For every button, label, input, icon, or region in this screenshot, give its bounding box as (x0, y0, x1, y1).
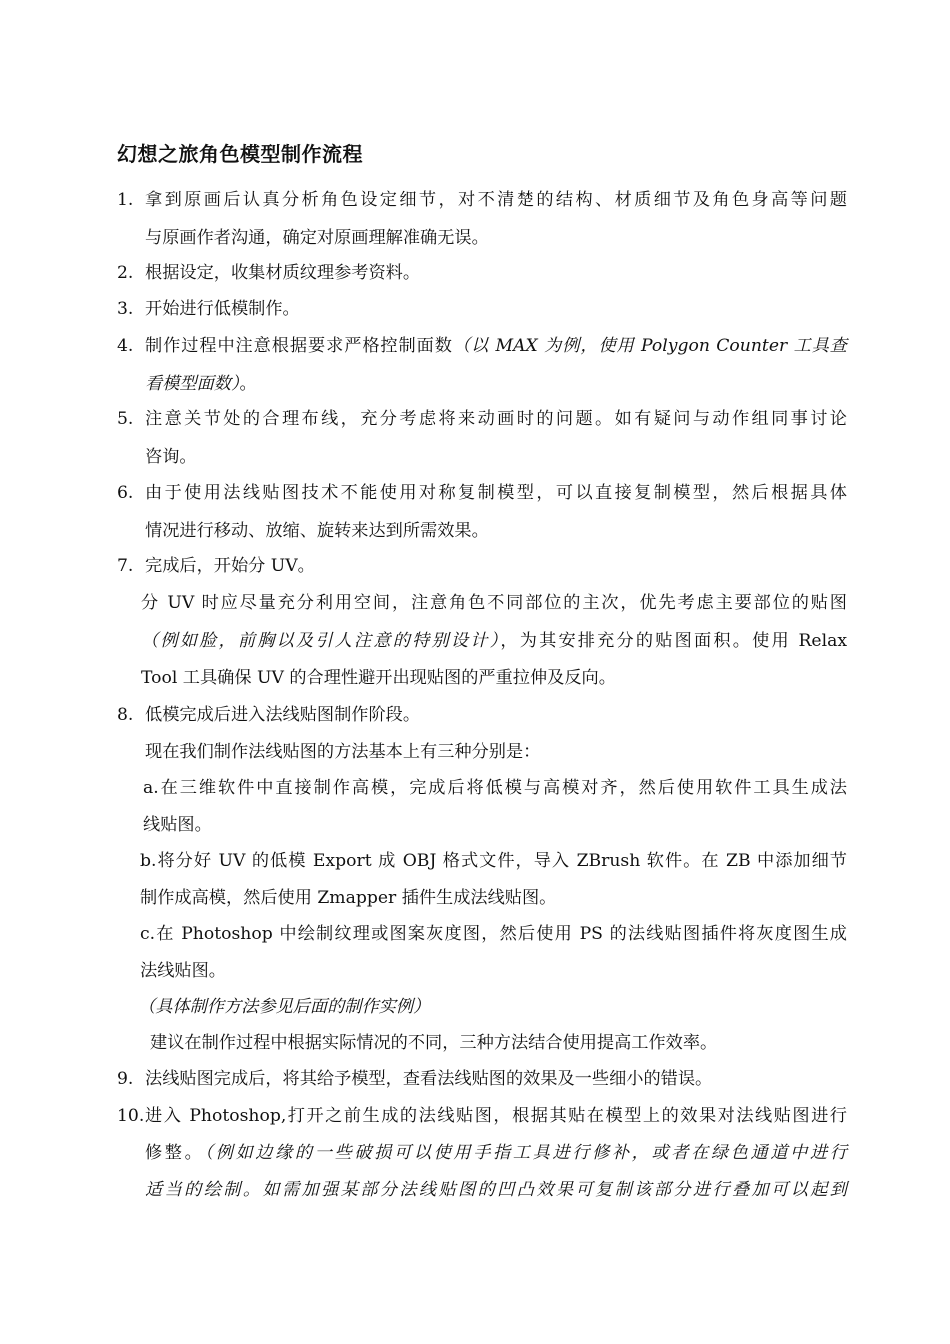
list-number: 2. (117, 263, 134, 283)
text-line (150, 1031, 717, 1055)
list-number: 6. (117, 483, 134, 503)
text-line (145, 188, 847, 212)
text-line (141, 666, 616, 690)
text-line (145, 1141, 847, 1165)
italic-note: （例如脸，前胸以及引人注意的特别设计） (141, 631, 501, 651)
line-text: 分 UV 时应尽量充分利用空间，注意角色不同部位的主次，优先考虑主要部位的贴图 (141, 593, 847, 613)
line-text: 法线贴图完成后，将其给予模型，查看法线贴图的效果及一些细小的错误。 (145, 1069, 713, 1089)
line-text: 线贴图。 (143, 815, 212, 835)
line-text: c.在 Photoshop 中绘制纹理或图案灰度图，然后使用 PS 的法线贴图插件将灰度图生成 (140, 924, 847, 944)
text-line (145, 481, 847, 505)
text-line (145, 703, 420, 727)
text-line (145, 297, 300, 321)
line-text: 法线贴图。 (140, 961, 226, 981)
line-text: 低模完成后进入法线贴图制作阶段。 (145, 705, 421, 725)
text-line (140, 849, 847, 873)
line-text: a.在三维软件中直接制作高模，完成后将低模与高模对齐，然后使用软件工具生成法 (143, 778, 847, 798)
list-number: 8. (117, 705, 134, 725)
italic-note: （具体制作方法参见后面的制作实例） (138, 997, 431, 1017)
text-line (145, 445, 197, 469)
text-line (145, 226, 489, 250)
line-text: 制作成高模，然后使用 Zmapper 插件生成法线贴图。 (140, 888, 557, 908)
text-line (145, 261, 420, 285)
line-text: 注意关节处的合理布线，充分考虑将来动画时的问题。如有疑问与动作组同事讨论 (145, 409, 847, 429)
text-line (140, 959, 226, 983)
list-number: 7. (117, 556, 134, 576)
text-line (140, 922, 847, 946)
line-text: 由于使用法线贴图技术不能使用对称复制模型，可以直接复制模型，然后根据具体 (145, 483, 847, 503)
line-text: 情况进行移动、放缩、旋转来达到所需效果。 (145, 521, 489, 541)
text-line (145, 372, 257, 396)
text-line (141, 591, 847, 615)
italic-note: 适当的绘制。如需加强某部分法线贴图的凹凸效果可复制该部分进行叠加可以起到 (145, 1180, 847, 1200)
list-number: 5. (117, 409, 134, 429)
text-line (141, 629, 847, 653)
list-number: 4. (117, 336, 134, 356)
text-line (143, 776, 847, 800)
text-line (140, 886, 556, 910)
line-text: 完成后，开始分 UV。 (145, 556, 315, 576)
text-line (143, 813, 212, 837)
line-text: 修整。 (145, 1143, 205, 1163)
text-line (145, 519, 489, 543)
italic-note: （以 MAX 为例，使用 Polygon Counter 工具查 (452, 336, 847, 356)
line-text: 咨询。 (145, 447, 197, 467)
line-text: 开始进行低模制作。 (145, 299, 300, 319)
text-line (145, 1067, 712, 1091)
italic-note: （例如边缘的一些破损可以使用手指工具进行修补，或者在绿色通道中进行 (204, 1143, 847, 1163)
list-number: 1. (117, 190, 134, 210)
line-text: 拿到原画后认真分析角色设定细节，对不清楚的结构、材质细节及角色身高等问题 (145, 190, 847, 210)
line-text: 现在我们制作法线贴图的方法基本上有三种分别是： (145, 742, 541, 762)
line-text: 制作过程中注意根据要求严格控制面数 (145, 336, 453, 356)
text-line (145, 334, 847, 358)
text-line (138, 995, 430, 1019)
line-text: 进入 Photoshop,打开之前生成的法线贴图，根据其贴在模型上的效果对法线贴图进行 (145, 1106, 847, 1126)
list-number: 9. (117, 1069, 134, 1089)
line-text: 与原画作者沟通，确定对原画理解准确无误。 (145, 228, 489, 248)
line-text: 根据设定，收集材质纹理参考资料。 (145, 263, 421, 283)
line-text-after: ，为其安排充分的贴图面积。使用 Relax (500, 631, 848, 651)
line-text-after: 。 (239, 374, 257, 394)
text-line (145, 740, 540, 764)
text-line (145, 1178, 847, 1202)
text-line (145, 554, 315, 578)
text-line (145, 407, 847, 431)
italic-note: 看模型面数） (145, 374, 240, 394)
line-text: 建议在制作过程中根据实际情况的不同，三种方法结合使用提高工作效率。 (150, 1033, 718, 1053)
line-text: b.将分好 UV 的低模 Export 成 OBJ 格式文件，导入 ZBrush 软件。在 ZB 中添加细节 (140, 851, 847, 871)
list-number: 10. (117, 1106, 145, 1126)
document-title: 幻想之旅角色模型制作流程 (117, 142, 363, 166)
line-text: Tool 工具确保 UV 的合理性避开出现贴图的严重拉伸及反向。 (141, 668, 616, 688)
list-number: 3. (117, 299, 134, 319)
text-line (145, 1104, 847, 1128)
